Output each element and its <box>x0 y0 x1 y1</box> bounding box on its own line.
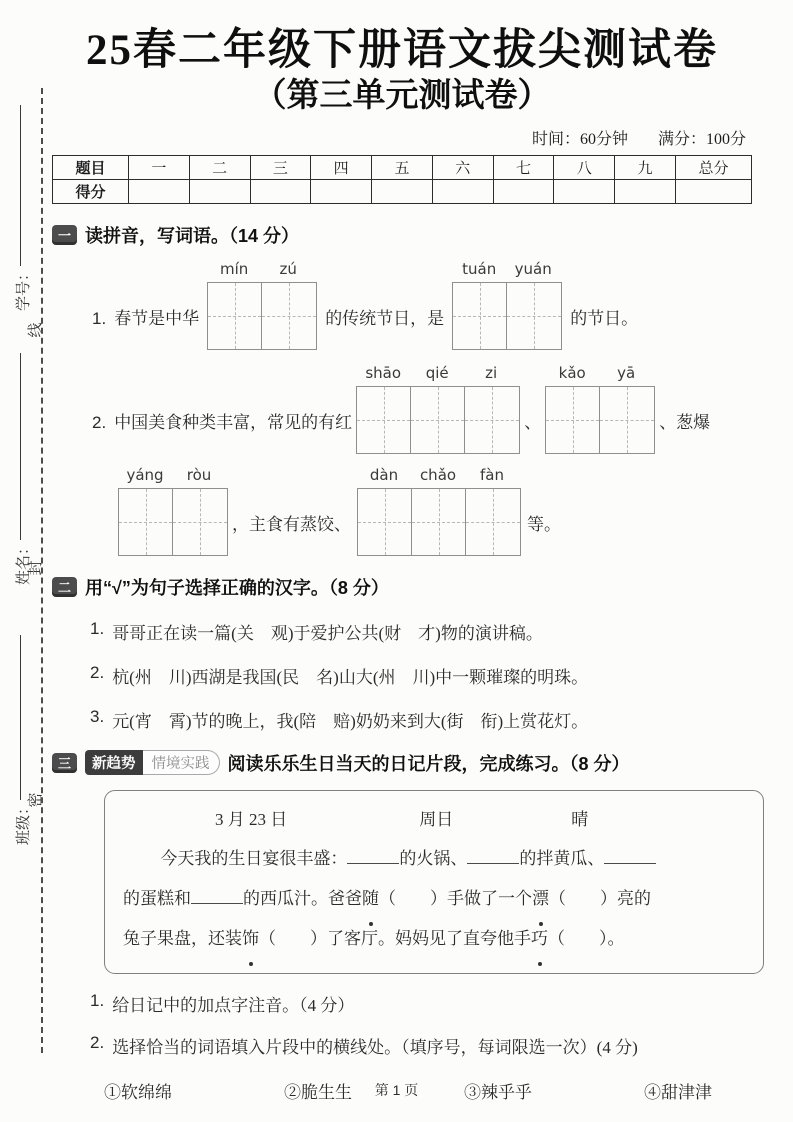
score-cell[interactable] <box>676 179 752 203</box>
score-cell[interactable] <box>615 179 676 203</box>
pinyin-grid-minzu <box>207 260 317 350</box>
diary-date: 3 月 23 日 <box>215 809 288 829</box>
section3-q2 <box>52 1033 752 1058</box>
writing-grid <box>118 488 228 556</box>
paper-subtitle: （第三单元测试卷） <box>253 77 551 114</box>
fill-blank[interactable] <box>347 850 399 864</box>
question-number: 2. <box>90 662 105 682</box>
new-trend-badge: 新趋势 <box>85 750 143 775</box>
context-practice-badge: 情境实践 <box>143 750 220 775</box>
diary-text: 兔子果盘，还装 <box>123 928 242 948</box>
pinyin-syllable: zú <box>279 259 297 278</box>
pinyin-syllable: kǎo <box>558 363 586 382</box>
pinyin-grid-kaoya <box>545 364 655 454</box>
score-cell[interactable] <box>372 179 433 203</box>
diary-excerpt-box <box>104 790 764 974</box>
section1-title: 读拼音，写词语。（14 分） <box>85 225 300 246</box>
pinyin-labels <box>118 466 228 488</box>
q2-sep2: 、葱爆 <box>659 412 711 432</box>
diary-line-2 <box>123 879 743 919</box>
score-table-header-cell: 一 <box>129 155 190 179</box>
writing-grid <box>207 282 317 350</box>
diary-weekday: 周日 <box>419 809 454 829</box>
section1-number-icon: 一 <box>52 225 77 245</box>
seal-char-feng: 封 <box>28 560 44 576</box>
dotted-char: 巧 <box>531 919 548 959</box>
diary-text: （ ）。 <box>548 928 625 948</box>
choice-sentence <box>52 707 752 732</box>
exam-meta <box>52 126 746 149</box>
diary-weather: 晴 <box>571 809 589 829</box>
pinyin-syllable: mín <box>220 259 249 278</box>
student-id-blank-line[interactable] <box>20 105 21 266</box>
word-option: ①软绵绵 <box>104 1082 172 1102</box>
writing-cell[interactable] <box>465 387 519 453</box>
diary-text: 的拌黄瓜、 <box>519 848 605 868</box>
dotted-char: 漂 <box>532 879 549 919</box>
section1-q1 <box>52 260 752 350</box>
q1-text-post: 的节日。 <box>570 308 639 328</box>
writing-grid <box>452 282 562 350</box>
score-cell[interactable] <box>554 179 615 203</box>
section1-q2-line2 <box>52 466 752 556</box>
fill-blank[interactable] <box>467 850 519 864</box>
word-option: ③辣乎乎 <box>464 1082 532 1102</box>
writing-cell[interactable] <box>546 387 600 453</box>
pinyin-syllable: shāo <box>365 363 402 382</box>
writing-cell[interactable] <box>507 283 561 349</box>
section3-number-icon: 三 <box>52 753 77 773</box>
student-class-field <box>12 635 32 845</box>
pinyin-labels <box>357 466 521 488</box>
question-number: 2. <box>90 1032 105 1052</box>
q2-text-pre: 2. 中国美食种类丰富，常见的有红 <box>92 412 353 432</box>
section2-number-icon: 二 <box>52 577 77 597</box>
pinyin-labels <box>207 260 317 282</box>
page-number: 第 1 页 <box>374 1082 419 1098</box>
student-name-label: 姓名： <box>15 539 32 585</box>
pinyin-syllable: dàn <box>369 465 399 484</box>
writing-grid <box>357 488 521 556</box>
writing-cell[interactable] <box>412 489 466 555</box>
question-number: 1. <box>90 990 105 1010</box>
pinyin-labels <box>545 364 655 386</box>
pinyin-syllable: yā <box>617 363 636 382</box>
paper-content <box>52 14 752 1103</box>
pinyin-labels <box>452 260 562 282</box>
writing-cell[interactable] <box>453 283 507 349</box>
score-table <box>52 155 752 204</box>
diary-text: 的火锅、 <box>399 848 468 868</box>
dotted-char: 饰 <box>242 919 259 959</box>
diary-text: 的西瓜汁。爸爸 <box>243 888 362 908</box>
pinyin-syllable: zi <box>485 363 498 382</box>
score-table-header-cell: 七 <box>493 155 554 179</box>
exam-time: 时间：60分钟 <box>531 130 628 148</box>
q1-text-pre: 1. 春节是中华 <box>92 308 200 328</box>
dotted-char: 随 <box>362 879 379 919</box>
section3-q1 <box>52 991 752 1016</box>
diary-text: 的蛋糕和 <box>123 888 191 908</box>
score-cell[interactable] <box>493 179 554 203</box>
fill-blank[interactable] <box>604 850 656 864</box>
pinyin-syllable: chǎo <box>419 465 457 484</box>
writing-cell[interactable] <box>357 387 411 453</box>
writing-cell[interactable] <box>600 387 654 453</box>
pinyin-syllable: yáng <box>126 465 164 484</box>
student-name-blank-line[interactable] <box>20 353 21 540</box>
diary-text: （ ）亮的 <box>549 888 651 908</box>
word-option: ④甜津津 <box>644 1082 712 1102</box>
sentence-text: 元(宵 霄)节的晚上，我(陪 赔)奶奶来到大(街 衔)上赏花灯。 <box>112 711 589 731</box>
score-table-header-cell: 九 <box>615 155 676 179</box>
seal-char-line: 线 <box>28 322 44 338</box>
section3-header <box>52 750 752 776</box>
pinyin-syllable: yuán <box>514 259 552 278</box>
writing-grid <box>545 386 655 454</box>
writing-cell[interactable] <box>411 387 465 453</box>
fill-blank[interactable] <box>191 890 243 904</box>
exam-full-score: 满分：100分 <box>657 130 746 148</box>
score-cell[interactable] <box>250 179 311 203</box>
student-name-field <box>12 353 32 585</box>
section2-sentences <box>52 619 752 732</box>
pinyin-syllable: qié <box>425 363 449 382</box>
diary-text: （ ）手做了一个 <box>379 888 532 908</box>
score-cell[interactable] <box>311 179 372 203</box>
pinyin-grid-tuanyuan <box>452 260 562 350</box>
score-table-header-cell: 三 <box>250 155 311 179</box>
score-cell[interactable] <box>129 179 190 203</box>
score-cell[interactable] <box>432 179 493 203</box>
pinyin-grid-danchaofan <box>357 466 521 556</box>
choice-sentence <box>52 663 752 688</box>
writing-cell[interactable] <box>262 283 316 349</box>
diary-text: 今天我的生日宴很丰盛： <box>160 848 348 868</box>
score-table-header-cell: 六 <box>432 155 493 179</box>
q1-text-mid: 的传统节日，是 <box>325 308 445 328</box>
diary-line-1 <box>123 839 743 879</box>
score-table-header-cell: 八 <box>554 155 615 179</box>
score-table-header-cell: 二 <box>189 155 250 179</box>
paper-title: 25春二年级下册语文拔尖测试卷 <box>86 27 718 74</box>
pinyin-labels <box>356 364 520 386</box>
section1-q2-line1 <box>52 364 752 454</box>
section2-header <box>52 574 752 600</box>
seal-char-mi: 密 <box>28 792 44 808</box>
student-id-label: 学号： <box>15 265 32 311</box>
q2-text-post: 等。 <box>527 514 561 534</box>
diary-line-3 <box>123 919 743 959</box>
q2-sep1: 、 <box>524 412 542 432</box>
score-row-label: 得分 <box>53 179 129 203</box>
pinyin-syllable: tuán <box>462 259 497 278</box>
sentence-text: 哥哥正在读一篇(关 观)于爱护公共(财 才)物的演讲稿。 <box>112 623 543 643</box>
q2-text-mid: ，主食有蒸饺、 <box>232 514 351 534</box>
pinyin-syllable: fàn <box>480 465 504 484</box>
writing-cell[interactable] <box>119 489 173 555</box>
pinyin-grid-shaoqiezi <box>356 364 520 454</box>
pinyin-syllable: ròu <box>186 465 212 484</box>
writing-cell[interactable] <box>208 283 262 349</box>
student-class-label: 班级： <box>15 799 32 845</box>
section3-title: 阅读乐乐生日当天的日记片段，完成练习。（8 分） <box>227 753 630 774</box>
question-number: 3. <box>90 706 105 726</box>
student-class-blank-line[interactable] <box>20 635 21 800</box>
writing-grid <box>356 386 520 454</box>
section1-header <box>52 222 752 248</box>
writing-cell[interactable] <box>466 489 520 555</box>
writing-cell[interactable] <box>173 489 227 555</box>
question-number: 1. <box>90 618 105 638</box>
diary-text: （ ）了客厅。妈妈见了直夸他手 <box>259 928 531 948</box>
score-table-header-cell: 四 <box>311 155 372 179</box>
diary-header-line <box>123 801 743 839</box>
section2-title: 用“√”为句子选择正确的汉字。（8 分） <box>85 577 389 598</box>
student-id-field <box>12 105 32 311</box>
score-table-header-cell: 题目 <box>53 155 129 179</box>
score-table-header-cell: 总分 <box>676 155 752 179</box>
score-cell[interactable] <box>189 179 250 203</box>
question-text: 给日记中的加点字注音。（4 分） <box>112 995 355 1015</box>
writing-cell[interactable] <box>358 489 412 555</box>
pinyin-grid-yangrou <box>118 466 228 556</box>
word-option: ②脆生生 <box>284 1082 352 1102</box>
question-text: 选择恰当的词语填入片段中的横线处。（填序号，每词限选一次）(4 分) <box>112 1037 638 1057</box>
sentence-text: 杭(州 川)西湖是我国(民 名)山大(州 川)中一颗璀璨的明珠。 <box>112 667 589 687</box>
choice-sentence <box>52 619 752 644</box>
score-table-header-cell: 五 <box>372 155 433 179</box>
